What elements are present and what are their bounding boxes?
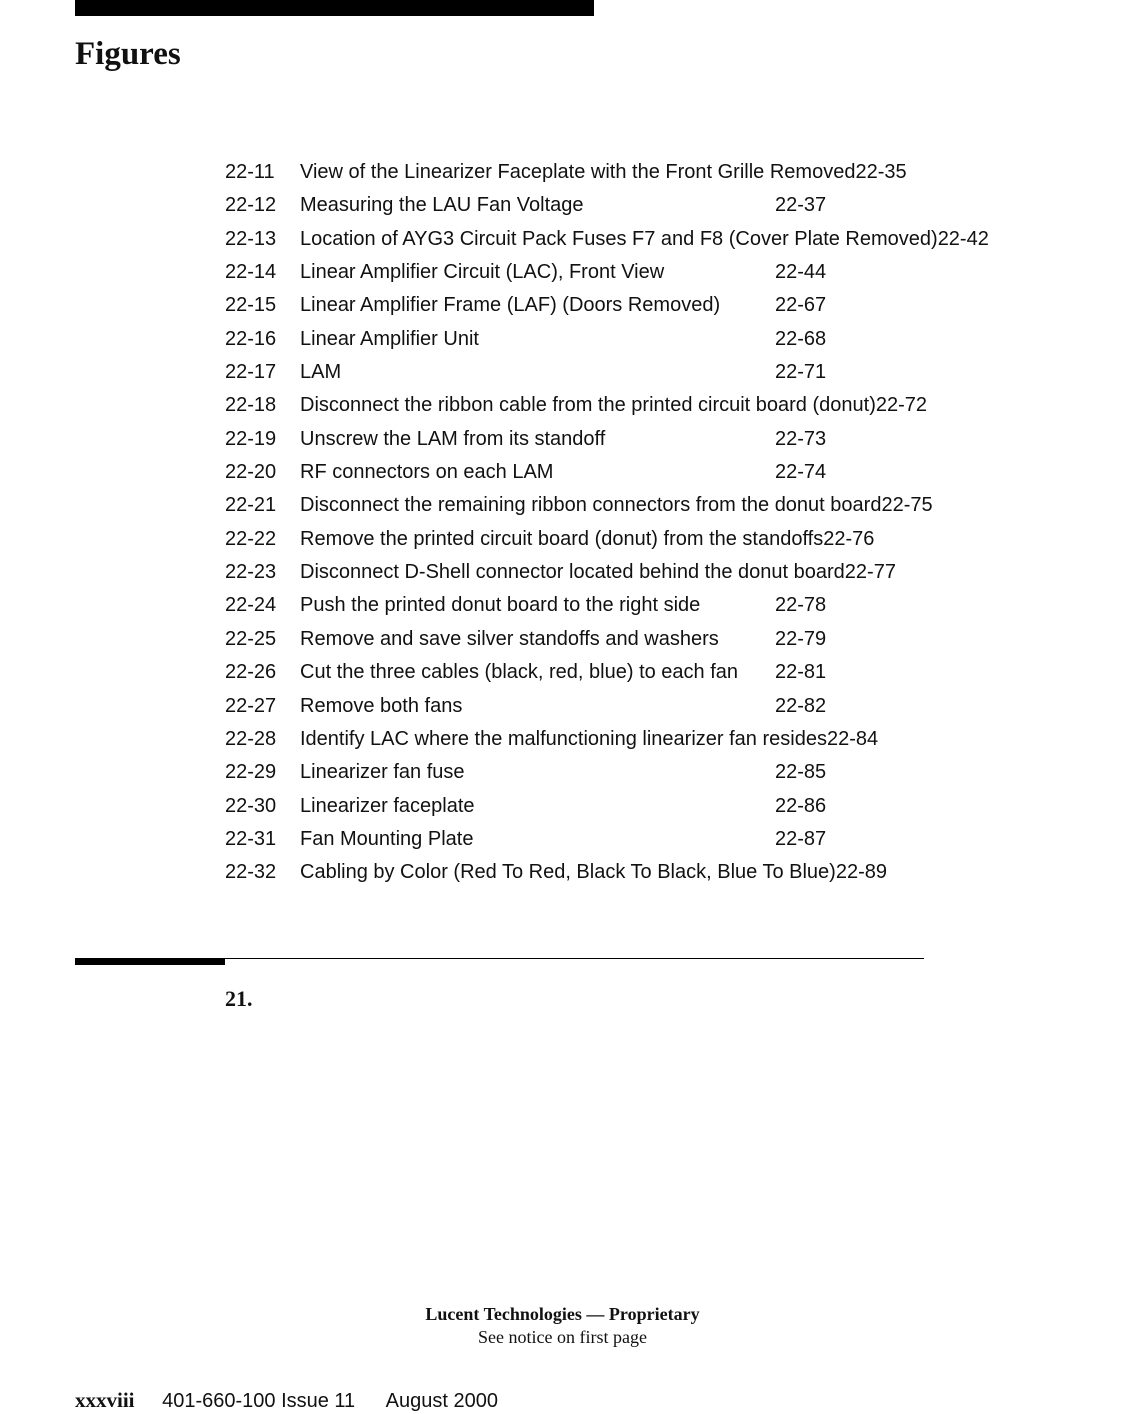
figure-number: 22-32 [225,861,277,884]
figure-page: 22-86 [775,794,827,817]
figure-title: Cut the three cables (black, red, blue) to each fan [300,661,739,684]
figure-entry[interactable] [225,756,1105,789]
figure-page: 22-79 [775,627,827,650]
figure-entry[interactable] [225,690,1105,723]
figure-number: 22-26 [225,661,277,684]
figure-page: 22-68 [775,327,827,350]
figure-page: 22-78 [775,594,827,617]
figure-page: 22-37 [775,194,827,217]
figure-page: 22-44 [775,261,827,284]
figure-page: 22-89 [835,861,887,884]
figure-title: Remove and save silver standoffs and washers [300,627,719,650]
figure-entry[interactable] [225,790,1105,823]
document-issue: 401-660-100 Issue 11 [162,1390,356,1412]
figure-entry[interactable] [225,423,1105,456]
figure-entry[interactable] [225,323,1105,356]
figure-title: RF connectors on each LAM [300,461,554,484]
figure-title: Linear Amplifier Unit [300,327,479,350]
figure-page: 22-35 [855,161,907,183]
figure-title: Remove the printed circuit board (donut) from the standoffs [300,527,824,550]
figure-number: 22-23 [225,561,277,584]
figure-page: 22-73 [775,427,827,450]
figure-number: 22-31 [225,827,277,850]
figure-entry[interactable] [225,523,1105,556]
figure-entry[interactable] [225,456,1105,489]
figure-title: Disconnect the ribbon cable from the printed circuit board (donut) [300,394,876,417]
figure-page: 22-74 [775,461,827,484]
figure-number: 22-30 [225,794,277,817]
figure-page: 22-76 [823,527,875,550]
figure-page: 22-84 [826,727,879,750]
figure-number: 22-19 [225,427,277,450]
figure-title: Unscrew the LAM from its standoff [300,427,606,450]
figure-number: 22-14 [225,261,277,284]
document-date: August 2000 [385,1390,498,1412]
figure-title: Linear Amplifier Circuit (LAC), Front View [300,261,665,284]
figure-page: 22-42 [937,227,989,250]
figure-entry[interactable] [225,589,1105,622]
figure-number: 22-29 [225,761,277,784]
figure-entry[interactable] [225,356,1105,389]
figure-entry[interactable] [225,189,1105,222]
figure-entry[interactable] [225,489,1105,522]
figure-entry[interactable] [225,623,1105,656]
figure-title: Linearizer fan fuse [300,761,465,784]
figure-title: Location of AYG3 Circuit Pack Fuses F7 and F8 (Cover Plate Removed) [300,227,938,250]
figure-entry[interactable] [225,856,1105,889]
figure-list [225,156,1105,890]
figure-page: 22-75 [881,494,933,517]
figure-title: Linearizer faceplate [300,794,475,817]
figure-page: 22-71 [775,361,827,384]
figure-number: 22-16 [225,327,277,350]
figure-number: 22-20 [225,461,277,484]
figure-page: 22-85 [775,761,827,784]
figure-number: 22-11 [225,161,275,183]
figure-page: 22-81 [775,661,827,684]
page-footer [75,1387,498,1414]
figure-entry[interactable] [225,256,1105,289]
figure-number: 22-21 [225,494,277,517]
figure-entry[interactable] [225,389,1105,422]
figure-title: Linear Amplifier Frame (LAF) (Doors Removed) [300,294,721,317]
figure-title: Remove both fans [300,694,463,717]
figure-number: 22-17 [225,361,277,384]
figure-page: 22-72 [875,394,928,417]
figure-number: 22-12 [225,194,277,217]
figure-number: 22-24 [225,594,277,617]
figure-page: 22-77 [844,561,896,584]
figure-title: Identify LAC where the malfunctioning linearizer fan resides [300,727,827,750]
figure-title: Fan Mounting Plate [300,827,474,850]
figure-page: 22-82 [775,694,827,717]
figure-title: Disconnect the remaining ribbon connectors from the donut board [300,494,882,517]
figure-page: 22-67 [775,294,827,317]
figure-number: 22-18 [225,394,277,417]
figure-number: 22-13 [225,227,277,250]
page-number: xxxviii [75,1388,135,1412]
figure-entry[interactable] [225,156,1105,189]
figure-title: Cabling by Color (Red To Red, Black To Black, Blue To Blue) [300,861,836,884]
figure-number: 22-27 [225,694,277,717]
figure-entry[interactable] [225,223,1105,256]
figure-entry[interactable] [225,289,1105,322]
figure-entry[interactable] [225,823,1105,856]
figure-number: 22-28 [225,727,277,750]
figure-page: 22-87 [775,827,827,850]
figure-number: 22-22 [225,527,277,550]
figure-title: Push the printed donut board to the right side [300,594,701,617]
page-title: Figures [75,36,181,72]
figure-title: Measuring the LAU Fan Voltage [300,194,584,217]
figure-number: 22-15 [225,294,277,317]
figure-title: LAM [300,361,342,384]
notice-reference: See notice on first page [478,1327,647,1347]
header-rule [75,0,594,16]
section-divider-accent [75,958,225,965]
figure-entry[interactable] [225,656,1105,689]
figure-title: Disconnect D-Shell connector located behind the donut board [300,561,845,584]
chapter-number: 21. [225,986,253,1011]
figure-entry[interactable] [225,556,1105,589]
figure-number: 22-25 [225,627,277,650]
company-notice: Lucent Technologies — Proprietary [425,1304,700,1324]
figure-entry[interactable] [225,723,1105,756]
figure-title: View of the Linearizer Faceplate with the Front Grille Removed [300,161,856,183]
proprietary-notice [0,1303,1125,1349]
